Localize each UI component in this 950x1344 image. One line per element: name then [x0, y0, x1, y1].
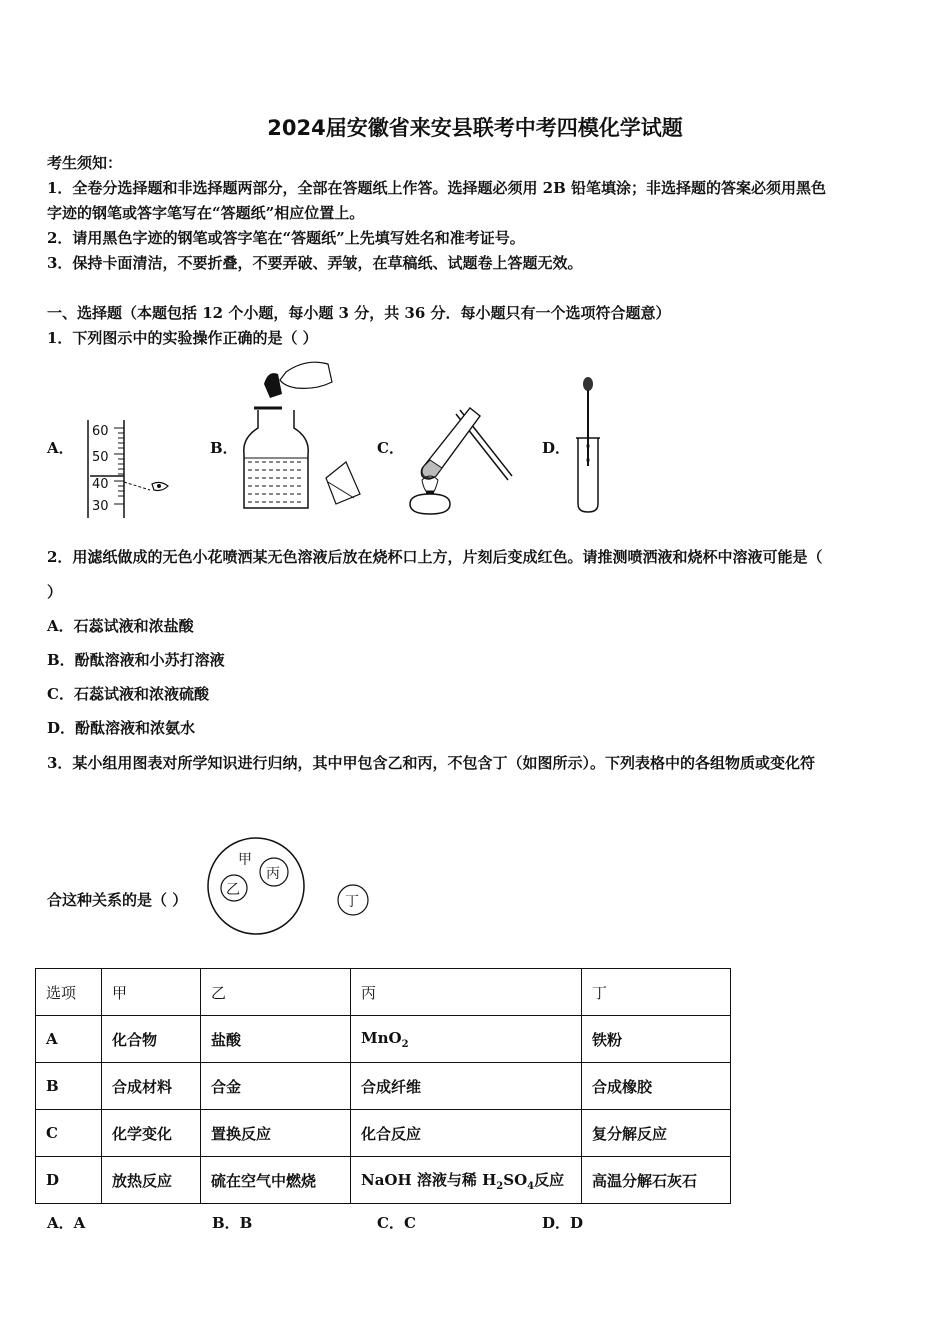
table-row [36, 1110, 731, 1157]
cylinder-tick-60: 60 [92, 424, 109, 439]
table-header-cell: 选项 [36, 969, 102, 1016]
heating-test-tube-illustration [400, 400, 520, 520]
table-header-cell: 丁 [582, 969, 731, 1016]
table-header-cell: 乙 [201, 969, 351, 1016]
table-cell: 盐酸 [201, 1016, 351, 1063]
cylinder-tick-40: 40 [92, 477, 109, 492]
table-cell: 铁粉 [582, 1016, 731, 1063]
table-cell: 化学变化 [102, 1110, 201, 1157]
table-cell: 化合物 [102, 1016, 201, 1063]
notice-line-2: 2．请用黑色字迹的钢笔或答字笔在“答题纸”上先填写姓名和准考证号。 [47, 229, 525, 247]
q2-option-d: D．酚酞溶液和浓氨水 [47, 719, 196, 737]
q3-answer-d: D．D [542, 1214, 584, 1232]
q3-answer-a: A．A [47, 1214, 86, 1232]
q2-option-c: C．石蕊试液和浓液硫酸 [47, 685, 209, 703]
diagram-label-jia: 甲 [238, 852, 252, 868]
table-cell [351, 1157, 582, 1204]
table-cell: A [36, 1016, 102, 1063]
table-cell: 置换反应 [201, 1110, 351, 1157]
graduated-cylinder-illustration [80, 418, 175, 522]
q3-stem-line-1: 3．某小组用图表对所学知识进行归纳，其中甲包含乙和丙，不包含丁（如图所示）。下列表格中的各组物质或变化符 [47, 754, 815, 772]
formula-mno: MnO [361, 1028, 402, 1047]
table-cell: 放热反应 [102, 1157, 201, 1204]
diagram-label-ding: 丁 [345, 894, 359, 910]
cylinder-tick-30: 30 [92, 499, 109, 514]
inclusion-diagram [204, 834, 384, 944]
table-cell: 硫在空气中燃烧 [201, 1157, 351, 1204]
diagram-label-yi: 乙 [226, 882, 240, 898]
table-cell: 合成橡胶 [582, 1063, 731, 1110]
formula-subscript: 2 [401, 1038, 409, 1050]
formula-subscript: 4 [527, 1180, 535, 1192]
formula-so: SO [503, 1170, 528, 1189]
table-cell: B [36, 1063, 102, 1110]
table-cell: 高温分解石灰石 [582, 1157, 731, 1204]
table-header-cell: 甲 [102, 969, 201, 1016]
dropper-test-tube-illustration [566, 376, 606, 516]
table-row [36, 1063, 731, 1110]
cylinder-tick-50: 50 [92, 450, 109, 465]
table-row [36, 1016, 731, 1063]
table-cell: C [36, 1110, 102, 1157]
q1-option-b-label: B． [210, 439, 238, 457]
table-cell: D [36, 1157, 102, 1204]
table-header-row [36, 969, 731, 1016]
q2-stem-line-1: 2．用滤纸做成的无色小花喷洒某无色溶液后放在烧杯口上方，片刻后变成红色。请推测喷洒液和烧杯中溶液可能是（ [47, 548, 823, 566]
q2-option-b: B．酚酞溶液和小苏打溶液 [47, 651, 225, 669]
diagram-label-bing: 丙 [266, 866, 280, 882]
page-title: 2024届安徽省来安县联考中考四模化学试题 [267, 116, 683, 140]
section-heading: 一、选择题（本题包括 12 个小题，每小题 3 分，共 36 分．每小题只有一个选项符合题意） [47, 304, 671, 322]
notice-line-1a: 1．全卷分选择题和非选择题两部分，全部在答题纸上作答。选择题必须用 2B 铅笔填涂；非选择题的答案必须用黑色 [47, 179, 827, 197]
table-cell [351, 1016, 582, 1063]
table-cell: 合成材料 [102, 1063, 201, 1110]
table-cell: 合成纤维 [351, 1063, 582, 1110]
reagent-bottle-illustration [236, 358, 366, 516]
q1-stem: 1．下列图示中的实验操作正确的是（ ） [47, 329, 318, 347]
q1-option-a-label: A． [47, 439, 74, 457]
formula-subscript: 2 [496, 1180, 504, 1192]
q2-option-a: A．石蕊试液和浓盐酸 [47, 617, 194, 635]
q3-table [35, 968, 731, 1204]
q2-stem-line-2: ） [47, 583, 63, 601]
q1-option-c-label: C． [377, 439, 404, 457]
q3-answer-c: C．C [377, 1214, 416, 1232]
table-cell: 复分解反应 [582, 1110, 731, 1157]
table-header-cell: 丙 [351, 969, 582, 1016]
table-cell: 化合反应 [351, 1110, 582, 1157]
q1-option-d-label: D． [542, 439, 571, 457]
notice-line-3: 3．保持卡面清洁，不要折叠，不要弄破、弄皱，在草稿纸、试题卷上答题无效。 [47, 254, 583, 272]
notice-line-1b: 字迹的钢笔或答字笔写在“答题纸”相应位置上。 [47, 204, 365, 222]
notice-heading: 考生须知： [47, 154, 123, 172]
table-cell: 合金 [201, 1063, 351, 1110]
q3-stem-line-2: 合这种关系的是（ ） [47, 891, 188, 909]
table-row [36, 1157, 731, 1204]
q3-answer-b: B．B [212, 1214, 253, 1232]
formula-naoh-h: NaOH 溶液与稀 H [361, 1170, 497, 1189]
formula-tail: 反应 [534, 1170, 565, 1189]
